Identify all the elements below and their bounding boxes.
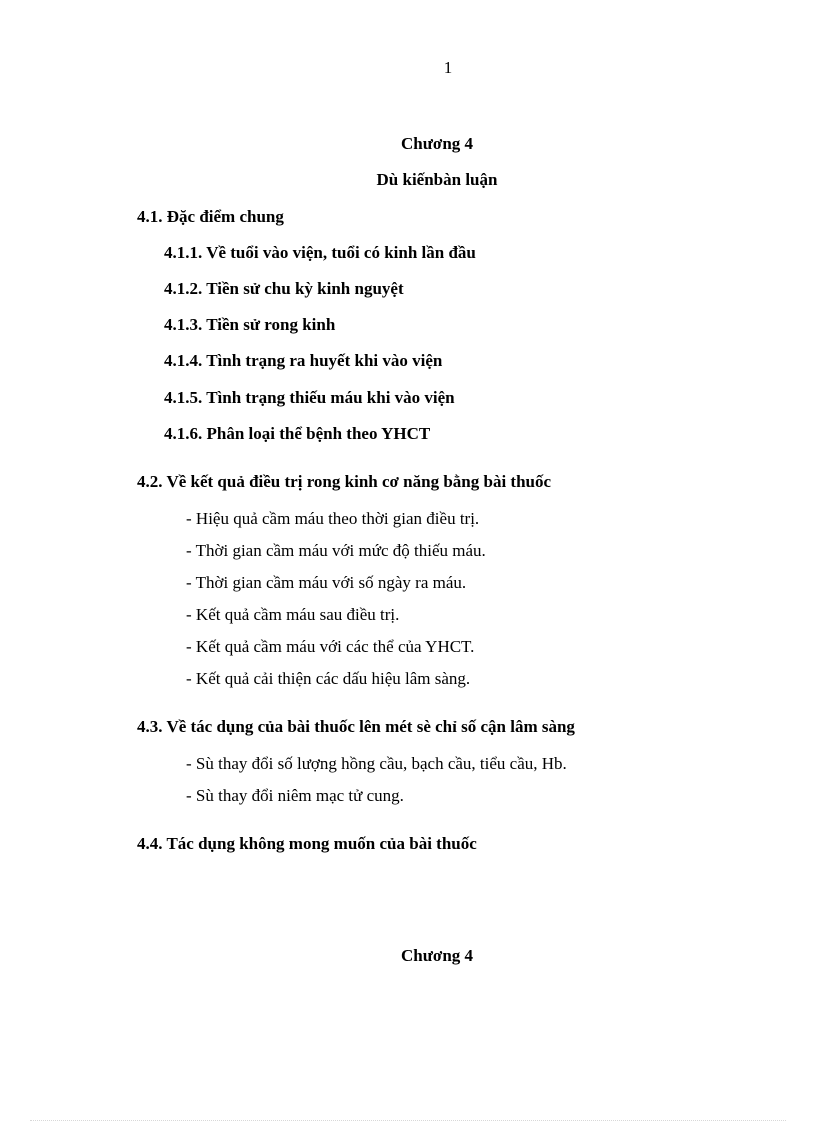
bullet-item: - Kết quả cải thiện các dấu hiệu lâm sàng. [186,669,471,688]
chapter-title-repeat: Chương 4 [400,946,474,965]
subsection-4-1-2: 4.1.2. Tiền sử chu kỳ kinh nguyệt [164,279,404,298]
subsection-4-1-1: 4.1.1. Về tuổi vào viện, tuổi có kinh lần đầu [164,243,476,262]
section-heading-4-3: 4.3. Về tác dụng của bài thuốc lên mét sè chỉ số cận lâm sàng [137,717,575,736]
subsection-4-1-3: 4.1.3. Tiền sử rong kinh [164,315,336,334]
bullet-item: - Sù thay đổi số lượng hồng cầu, bạch cầu, tiểu cầu, Hb. [186,754,567,773]
chapter-title: Chương 4 [400,134,474,153]
bullet-item: - Hiệu quả cầm máu theo thời gian điều trị. [186,509,480,528]
section-heading-4-1: 4.1. Đặc điểm chung [137,207,284,226]
bullet-item: - Thời gian cầm máu với mức độ thiếu máu. [186,541,486,560]
subsection-4-1-4: 4.1.4. Tình trạng ra huyết khi vào viện [164,351,443,370]
page-bottom-divider [30,1120,786,1121]
bullet-item: - Kết quả cầm máu sau điều trị. [186,605,400,624]
page-number: 1 [443,58,453,77]
bullet-item: - Sù thay đổi niêm mạc tử cung. [186,786,404,805]
section-heading-4-4: 4.4. Tác dụng không mong muốn của bài thuốc [137,834,477,853]
bullet-item: - Thời gian cầm máu với số ngày ra máu. [186,573,467,592]
subsection-4-1-5: 4.1.5. Tình trạng thiếu máu khi vào viện [164,388,455,407]
subsection-4-1-6: 4.1.6. Phân loại thể bệnh theo YHCT [164,424,431,443]
section-heading-4-2: 4.2. Về kết quả điều trị rong kinh cơ năng bằng bài thuốc [137,472,552,491]
chapter-subtitle: Dù kiếnbàn luận [376,170,498,189]
bullet-item: - Kết quả cầm máu với các thể của YHCT. [186,637,475,656]
